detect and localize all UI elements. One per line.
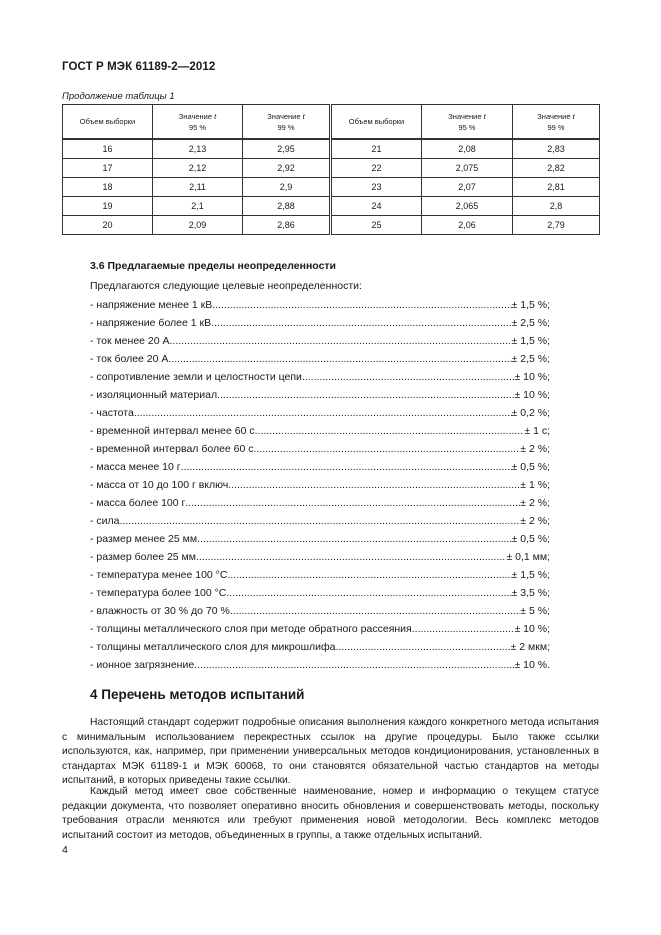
table-cell: 2,075 xyxy=(422,159,513,178)
leader-dots xyxy=(230,602,520,620)
col-header-t99: Значение t 99 % xyxy=(243,105,331,140)
leader-dots xyxy=(226,584,511,602)
table-cell: 21 xyxy=(331,139,422,159)
list-item: - ток менее 20 А ..... ± 1,5 %; xyxy=(90,332,550,350)
table-row xyxy=(63,197,600,216)
table-cell: 2,11 xyxy=(153,178,243,197)
list-item: - масса от 10 до 100 г включ ..... ± 1 %; xyxy=(90,476,550,494)
table-row xyxy=(63,139,600,159)
table-cell: 2,83 xyxy=(513,139,600,159)
leader-dots xyxy=(217,386,514,404)
table-cell: 2,13 xyxy=(153,139,243,159)
section-3-6-title: 3.6 Предлагаемые пределы неопределенности xyxy=(90,260,337,272)
leader-dots xyxy=(302,368,515,386)
table-cell: 2,86 xyxy=(243,216,331,235)
list-item: - ионное загрязнение ..... ± 10 %. xyxy=(90,656,550,674)
list-item: - напряжение менее 1 кВ ..... ± 1,5 %; xyxy=(90,296,550,314)
table-cell: 2,92 xyxy=(243,159,331,178)
leader-dots xyxy=(168,350,511,368)
table-cell: 17 xyxy=(63,159,153,178)
table-cell: 2,08 xyxy=(422,139,513,159)
leader-dots xyxy=(134,404,512,422)
section-4-paragraph-2: Каждый метод имеет свое собственные наименование, номер и информацию о текущем статусе редакции документа, что позволяет оперативно вносить обновления и совершенствовать методы, поскольку требования отрасли меняются или требуют применения новой методологии. Весь комплекс методов испытаний состоит из методов, объединенных в группы, а также отдельных испытаний. xyxy=(62,786,599,841)
list-item: - масса менее 10 г ..... ± 0,5 %; xyxy=(90,458,550,476)
list-item: - температура более 100 °С ..... ± 3,5 %; xyxy=(90,584,550,602)
table-cell: 18 xyxy=(63,178,153,197)
table-cell: 19 xyxy=(63,197,153,216)
list-item: - ток более 20 А ..... ± 2,5 %; xyxy=(90,350,550,368)
list-item: - температура менее 100 °С ..... ± 1,5 %; xyxy=(90,566,550,584)
table-cell: 2,09 xyxy=(153,216,243,235)
table-cell: 23 xyxy=(331,178,422,197)
list-item: - сопротивление земли и целостности цепи ..... ± 10 %; xyxy=(90,368,550,386)
page-number: 4 xyxy=(62,844,68,856)
section-3-6-intro: Предлагаются следующие целевые неопределенности: xyxy=(90,280,362,292)
table-caption: Продолжение таблицы 1 xyxy=(62,91,175,102)
table-cell: 2,1 xyxy=(153,197,243,216)
col-header-t95: Значение t 95 % xyxy=(153,105,243,140)
table-cell: 20 xyxy=(63,216,153,235)
leader-dots xyxy=(254,440,521,458)
table-cell: 2,06 xyxy=(422,216,513,235)
document-header: ГОСТ Р МЭК 61189-2—2012 xyxy=(62,61,216,73)
leader-dots xyxy=(185,494,520,512)
table-cell: 16 xyxy=(63,139,153,159)
leader-dots xyxy=(412,620,515,638)
table-cell: 2,8 xyxy=(513,197,600,216)
leader-dots xyxy=(212,296,511,314)
uncertainty-list xyxy=(90,296,550,674)
list-item: - временной интервал менее 60 с ..... ± 1 с; xyxy=(90,422,550,440)
table-cell: 2,95 xyxy=(243,139,331,159)
leader-dots xyxy=(181,458,512,476)
table-header-row xyxy=(63,105,600,140)
table-cell: 2,12 xyxy=(153,159,243,178)
leader-dots xyxy=(255,422,525,440)
table-row xyxy=(63,159,600,178)
leader-dots xyxy=(228,476,520,494)
leader-dots xyxy=(227,566,511,584)
list-item: - размер менее 25 мм ..... ± 0,5 %; xyxy=(90,530,550,548)
leader-dots xyxy=(197,530,511,548)
list-item: - напряжение более 1 кВ ..... ± 2,5 %; xyxy=(90,314,550,332)
table-cell: 2,065 xyxy=(422,197,513,216)
leader-dots xyxy=(335,638,510,656)
list-item: - размер более 25 мм ..... ± 0,1 мм; xyxy=(90,548,550,566)
leader-dots xyxy=(196,548,506,566)
table-cell: 22 xyxy=(331,159,422,178)
section-4-paragraph-1: Настоящий стандарт содержит подробные описания выполнения каждого конкретного метода испытания с минимальным использованием перекрестных ссылок на другие процедуры. Было также ссылки используются, как, например, при применении универсальных методов кондиционирования, установленных в стандартах МЭК 61189-1 и МЭК 60068, то они становятся обязательной частью стандартов на методы испытаний, в которых приведены такие ссылки. xyxy=(62,717,599,787)
list-item: - толщины металлического слоя для микрошлифа ..... ± 2 мкм; xyxy=(90,638,550,656)
section-4-title: 4 Перечень методов испытаний xyxy=(90,687,305,702)
list-item: - влажность от 30 % до 70 % ..... ± 5 %; xyxy=(90,602,550,620)
table-cell: 2,81 xyxy=(513,178,600,197)
leader-dots xyxy=(211,314,511,332)
list-item: - частота ..... ± 0,2 %; xyxy=(90,404,550,422)
table-cell: 2,82 xyxy=(513,159,600,178)
leader-dots xyxy=(170,332,512,350)
col-header-t99: Значение t 99 % xyxy=(513,105,600,140)
col-header-sample-size: Объем выборки xyxy=(331,105,422,140)
table-cell: 2,07 xyxy=(422,178,513,197)
list-item: - временной интервал более 60 с ..... ± 2 %; xyxy=(90,440,550,458)
table-cell: 2,9 xyxy=(243,178,331,197)
list-item: - толщины металлического слоя при методе обратного рассеяния ..... ± 10 %; xyxy=(90,620,550,638)
table-cell: 2,88 xyxy=(243,197,331,216)
table-row xyxy=(63,216,600,235)
t-values-table xyxy=(62,104,600,235)
col-header-sample-size: Объем выборки xyxy=(63,105,153,140)
list-item: - масса более 100 г ..... ± 2 %; xyxy=(90,494,550,512)
list-item: - сила ..... ± 2 %; xyxy=(90,512,550,530)
table-cell: 24 xyxy=(331,197,422,216)
table-cell: 2,79 xyxy=(513,216,600,235)
list-item: - изоляционный материал ..... ± 10 %; xyxy=(90,386,550,404)
table-row xyxy=(63,178,600,197)
leader-dots xyxy=(194,656,514,674)
leader-dots xyxy=(120,512,521,530)
col-header-t95: Значение t 95 % xyxy=(422,105,513,140)
table-cell: 25 xyxy=(331,216,422,235)
